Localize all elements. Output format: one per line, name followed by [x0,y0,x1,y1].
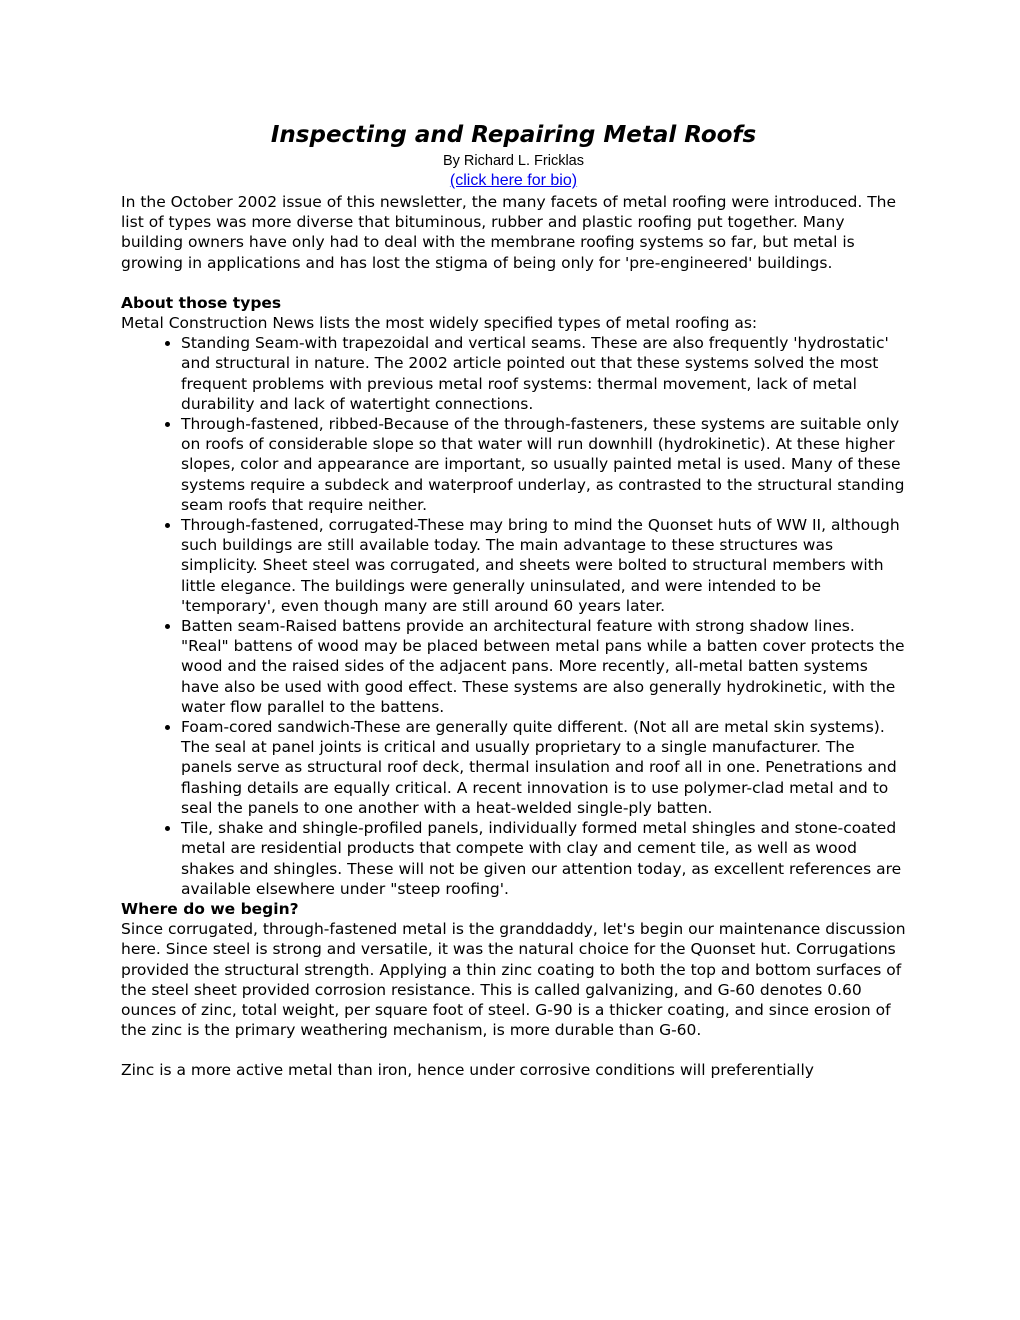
page-title: Inspecting and Repairing Metal Roofs [270,122,757,148]
types-lead: Metal Construction News lists the most widely specified types of metal roofing as: [121,314,758,333]
spacer [121,273,906,293]
bio-link[interactable]: (click here for bio) [449,172,578,189]
list-item: • Tile, shake and shingle-profiled panels, individually formed metal shingles and stone-coated metal are residential products that compete with clay and cement tile, as well as wood shakes and shingles. These will not be given our attention today, as excellent references are available elsewhere under "steep roofing'. [181,818,906,899]
author-byline: By Richard L. Fricklas [442,153,584,169]
section-heading-types: About those types [121,293,282,312]
list-item: • Standing Seam-with trapezoidal and vertical seams. These are also frequently 'hydrostatic' and structural in nature. The 2002 article pointed out that these systems solved the most frequent problems with previous metal roof systems: thermal movement, lack of metal durability and lack of watertight connections. [181,333,906,414]
roof-types-list [121,333,906,899]
begin-paragraph-1: Since corrugated, through-fastened metal is the granddaddy, let's begin our maintenance discussion here. Since steel is strong and versatile, it was the natural choice for the Quonset hut. Corrugations provided the structural strength. Applying a thin zinc coating to both the top and bottom surfaces of the steel sheet provided corrosion resistance. This is called galvanizing, and G-60 denotes 0.60 ounces of zinc, total weight, per square foot of steel. G-90 is a thicker coating, and since erosion of the zinc is the primary weathering mechanism, is more durable than G-60. [121,920,906,1040]
list-item: • Through-fastened, ribbed-Because of the through-fasteners, these systems are suitable only on roofs of considerable slope so that water will run downhill (hydrokinetic). At these higher slopes, color and appearance are important, so usually painted metal is used. Many of these systems require a subdeck and waterproof underlay, as contrasted to the structural standing seam roofs that require neither. [181,414,906,515]
spacer [121,1040,906,1060]
article [121,118,906,1081]
list-item: • Foam-cored sandwich-These are generally quite different. (Not all are metal skin systems). The seal at panel joints is critical and usually proprietary to a single manufacturer. The panels serve as structural roof deck, thermal insulation and roof all in one. Penetrations and flashing details are equally critical. A recent innovation is to use polymer-clad metal and to seal the panels to one another with a heat-welded single-ply batten. [181,717,906,818]
begin-paragraph-2: Zinc is a more active metal than iron, hence under corrosive conditions will preferentially [121,1061,814,1080]
section-heading-begin: Where do we begin? [121,899,299,918]
list-item: • Batten seam-Raised battens provide an architectural feature with strong shadow lines. "Real" battens of wood may be placed between metal pans while a batten cover protects the wood and the raised sides of the adjacent pans. More recently, all-metal batten systems have also be used with good effect. These systems are also generally hydrokinetic, with the water flow parallel to the battens. [181,616,906,717]
list-item: • Through-fastened, corrugated-These may bring to mind the Quonset huts of WW II, although such buildings are still available today. The main advantage to these structures was simplicity. Sheet steel was corrugated, and sheets were bolted to structural members with little elegance. The buildings were generally uninsulated, and were intended to be 'temporary', even though many are still around 60 years later. [181,515,906,616]
intro-paragraph: In the October 2002 issue of this newsletter, the many facets of metal roofing were introduced. The list of types was more diverse that bituminous, rubber and plastic roofing put together. Many building owners have only had to deal with the membrane roofing systems so far, but metal is growing in applications and has lost the stigma of being only for 'pre-engineered' buildings. [121,193,897,272]
